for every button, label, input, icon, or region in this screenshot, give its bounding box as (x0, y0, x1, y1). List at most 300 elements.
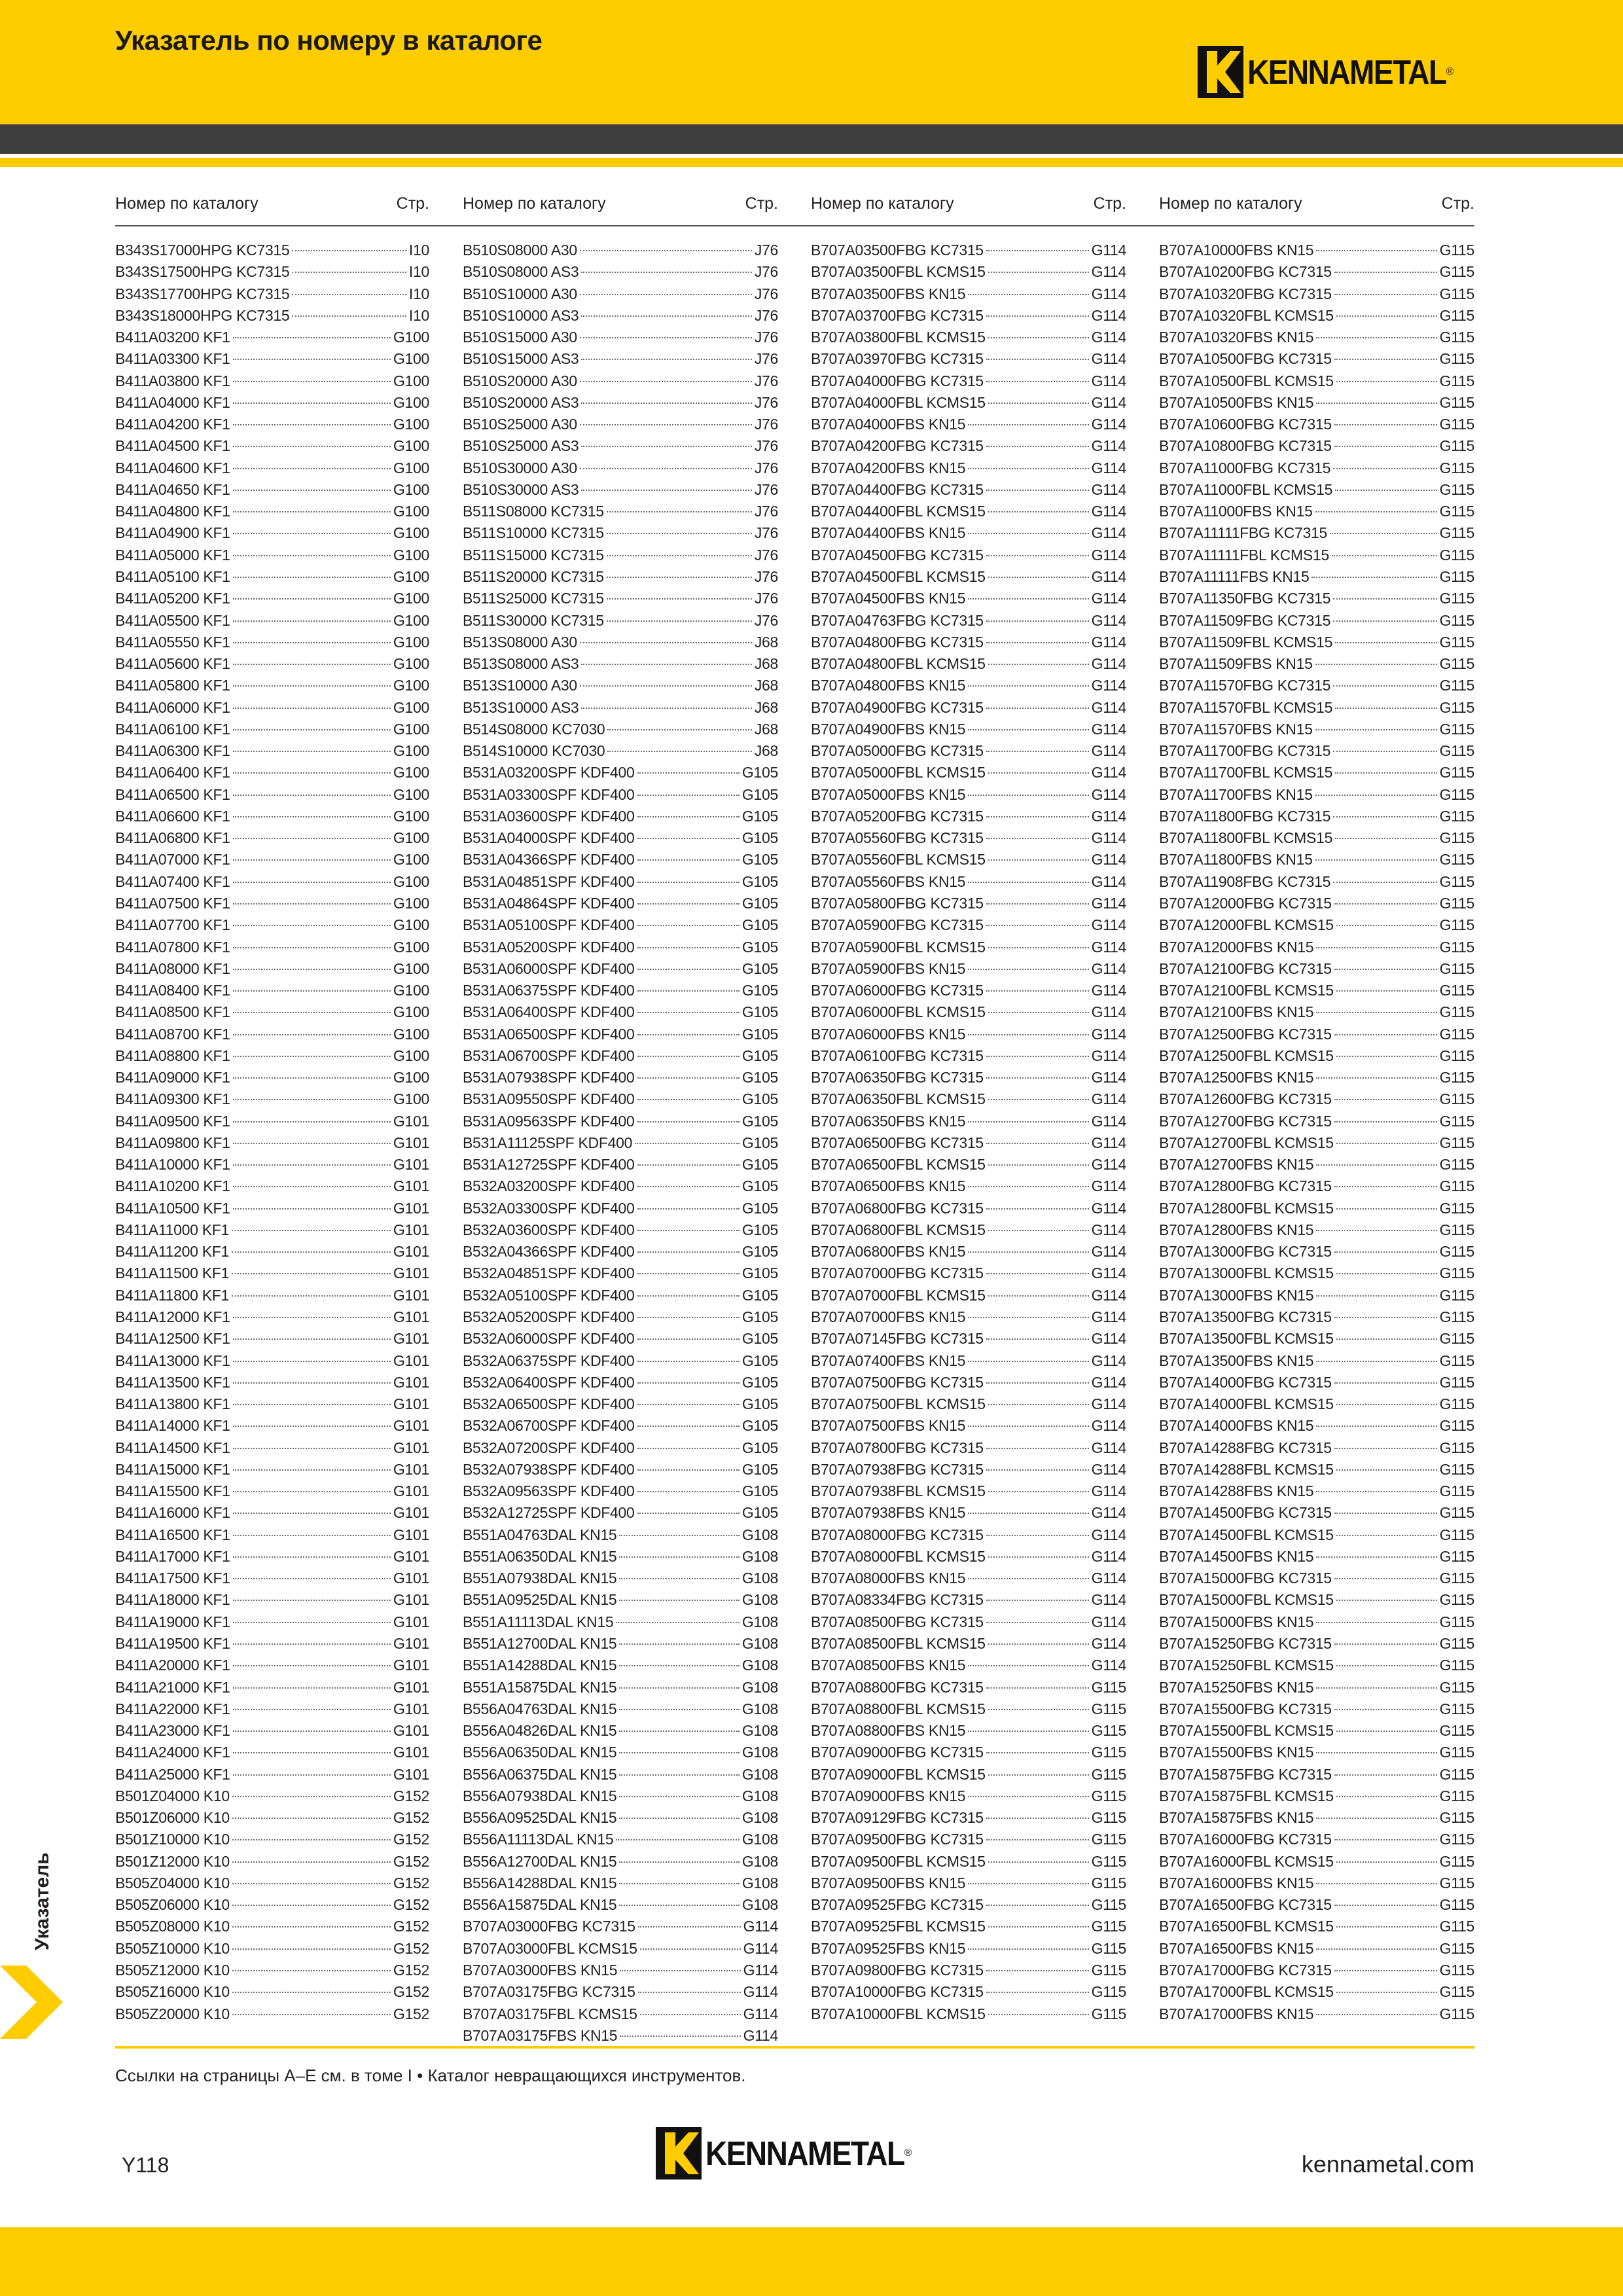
leader-dots (233, 1448, 391, 1449)
leader-dots (233, 555, 391, 556)
index-row (115, 610, 429, 632)
page-ref: G114 (1091, 1373, 1126, 1391)
leader-dots (988, 403, 1089, 404)
catalog-number: B551A06350DAL KN15 (463, 1547, 617, 1565)
index-row (1159, 849, 1474, 870)
index-row (463, 958, 778, 980)
page-ref: G114 (1091, 1504, 1126, 1522)
leader-dots (1334, 1382, 1437, 1384)
page-ref: J76 (754, 437, 778, 455)
catalog-number: B707A04000FBL KCMS15 (811, 393, 986, 411)
leader-dots (1316, 337, 1436, 338)
leader-dots (968, 1426, 1088, 1427)
catalog-number: B707A11000FBS KN15 (1159, 503, 1313, 520)
leader-dots (1316, 1491, 1436, 1492)
leader-dots (988, 577, 1089, 578)
index-row (115, 914, 429, 936)
leader-dots (233, 359, 391, 360)
leader-dots (620, 1970, 740, 1971)
catalog-number: B707A06350FBS KN15 (811, 1112, 966, 1130)
leader-dots (1334, 1186, 1437, 1187)
column-header-4 (1159, 194, 1474, 227)
leader-dots (619, 1535, 739, 1536)
page-ref: G105 (741, 960, 778, 977)
catalog-number: B531A05200SPF KDF400 (463, 938, 635, 956)
index-row (1159, 1589, 1474, 1611)
catalog-number: B411A14000 KF1 (115, 1417, 230, 1435)
catalog-number: B411A05500 KF1 (115, 611, 230, 629)
leader-dots (1334, 1099, 1437, 1100)
catalog-number: B707A06500FBL KCMS15 (811, 1156, 986, 1174)
catalog-number: B411A19500 KF1 (115, 1635, 230, 1652)
page-ref: G114 (1091, 807, 1126, 825)
catalog-number: B707A09525FBL KCMS15 (811, 1918, 986, 1935)
index-row (463, 1677, 778, 1698)
index-row (463, 914, 778, 936)
leader-dots (233, 1578, 391, 1579)
catalog-number: B707A12700FBG KC7315 (1159, 1112, 1332, 1130)
leader-dots (637, 1491, 740, 1492)
page-ref: G114 (1091, 263, 1126, 281)
page-ref: G114 (1091, 720, 1126, 738)
index-row (115, 414, 429, 435)
leader-dots (616, 1839, 740, 1840)
index-row (463, 1393, 778, 1415)
catalog-number: B411A18000 KF1 (115, 1591, 230, 1609)
page-ref: G108 (741, 1657, 778, 1674)
leader-dots (1316, 1687, 1436, 1689)
catalog-number: B411A11500 KF1 (115, 1265, 229, 1282)
leader-dots (637, 1448, 740, 1449)
page-ref: G115 (1439, 1918, 1474, 1935)
catalog-number: B707A11111FBG KC7315 (1159, 524, 1327, 542)
index-row (463, 806, 778, 827)
page-ref: G115 (1439, 1831, 1474, 1848)
page-ref: G115 (1439, 1373, 1474, 1391)
leader-dots (986, 708, 1089, 709)
catalog-number: B707A03700FBG KC7315 (811, 306, 984, 324)
index-row (463, 784, 778, 806)
leader-dots (637, 1121, 740, 1122)
catalog-number: B532A06375SPF KDF400 (463, 1352, 635, 1369)
leader-dots (1316, 1295, 1436, 1297)
page-ref: G114 (1091, 546, 1126, 564)
page-ref: G115 (1439, 1047, 1474, 1064)
page-ref: G115 (1091, 1918, 1126, 1935)
page-ref: G101 (393, 1286, 429, 1304)
catalog-number: B411A07400 KF1 (115, 872, 230, 890)
page-ref: G101 (393, 1112, 429, 1130)
leader-dots (968, 294, 1088, 295)
page-ref: G100 (393, 807, 429, 825)
catalog-number: B707A10200FBG KC7315 (1159, 263, 1332, 281)
leader-dots (233, 381, 391, 382)
catalog-number: B707A07938FBG KC7315 (811, 1460, 984, 1478)
index-row (1159, 1350, 1474, 1372)
catalog-number: B411A04200 KF1 (115, 416, 230, 433)
catalog-number: B707A09000FBG KC7315 (811, 1744, 984, 1761)
index-row (463, 1154, 778, 1175)
catalog-number: B707A17000FBG KC7315 (1159, 1961, 1332, 1979)
leader-dots (233, 990, 391, 992)
page-ref: G114 (1091, 1265, 1126, 1282)
leader-dots (637, 1469, 740, 1471)
page-ref: G114 (1091, 1570, 1126, 1587)
catalog-number: B411A04600 KF1 (115, 459, 230, 476)
page-ref: G105 (741, 1090, 778, 1108)
leader-dots (581, 315, 751, 317)
page-ref: G100 (393, 372, 429, 389)
leader-dots (968, 1317, 1088, 1318)
index-row (1159, 653, 1474, 675)
index-row (811, 1873, 1126, 1894)
page-ref: G115 (1439, 306, 1474, 324)
index-row (811, 1045, 1126, 1067)
leader-dots (233, 1622, 391, 1623)
page-ref: G115 (1439, 1308, 1474, 1326)
catalog-number: B411A09800 KF1 (115, 1134, 230, 1151)
catalog-number: B707A06800FBG KC7315 (811, 1199, 984, 1217)
index-row (115, 370, 429, 392)
leader-dots (233, 925, 391, 926)
page-ref: G105 (741, 894, 778, 912)
leader-dots (637, 1012, 740, 1013)
leader-dots (292, 315, 406, 317)
catalog-number: B556A07938DAL KN15 (463, 1787, 617, 1804)
leader-dots (1316, 1077, 1436, 1079)
page-header: Стр. (1093, 194, 1126, 213)
leader-dots (580, 294, 752, 295)
page-ref: G114 (1091, 590, 1126, 607)
page-ref: G114 (1091, 1112, 1126, 1130)
leader-dots (619, 1883, 739, 1884)
page-ref: G114 (1091, 1069, 1126, 1086)
page-ref: G100 (393, 590, 429, 607)
leader-dots (638, 1926, 741, 1928)
catalog-number: B707A09500FBL KCMS15 (811, 1852, 986, 1870)
catalog-number: B411A03300 KF1 (115, 350, 230, 368)
page-ref: G115 (1439, 1482, 1474, 1500)
page-ref: G152 (393, 1874, 429, 1892)
index-row (811, 1611, 1126, 1633)
page-ref: G114 (743, 2005, 778, 2022)
leader-dots (637, 795, 740, 796)
leader-dots (988, 2014, 1089, 2015)
page-ref: G101 (393, 1613, 429, 1630)
leader-dots (986, 903, 1089, 905)
catalog-number: B707A05000FBL KCMS15 (811, 764, 986, 781)
catalog-number: B411A10000 KF1 (115, 1156, 230, 1174)
leader-dots (637, 1251, 740, 1253)
leader-dots (1334, 1121, 1437, 1122)
code-header: Номер по каталогу (463, 194, 606, 213)
catalog-number: B707A06800FBS KN15 (811, 1243, 966, 1261)
leader-dots (637, 1338, 740, 1340)
footer-band (0, 2227, 1623, 2296)
index-row (115, 1524, 429, 1546)
page-ref: G152 (393, 1896, 429, 1914)
index-row (115, 479, 429, 501)
catalog-number: B707A08500FBG KC7315 (811, 1613, 984, 1630)
leader-dots (232, 1818, 391, 1819)
page-ref: G101 (393, 1308, 429, 1326)
leader-dots (986, 1208, 1089, 1210)
index-row (1159, 1546, 1474, 1568)
leader-dots (233, 1186, 391, 1187)
page-ref: G115 (1091, 1983, 1126, 2001)
catalog-number: B707A14000FBS KN15 (1159, 1417, 1314, 1435)
catalog-number: B707A15250FBL KCMS15 (1159, 1657, 1334, 1674)
catalog-number: B707A07938FBL KCMS15 (811, 1482, 986, 1500)
catalog-number: B707A14000FBG KC7315 (1159, 1373, 1332, 1391)
catalog-number: B531A04851SPF KDF400 (463, 872, 635, 890)
index-row (811, 762, 1126, 783)
index-row (115, 1677, 429, 1698)
page-ref: G115 (1439, 1003, 1474, 1021)
leader-dots (619, 1578, 739, 1579)
catalog-number: B707A08000FBG KC7315 (811, 1526, 984, 1543)
catalog-number: B707A08800FBG KC7315 (811, 1678, 984, 1696)
catalog-number: B511S20000 KC7315 (463, 567, 604, 585)
leader-dots (1336, 925, 1437, 926)
page-ref: G114 (1091, 242, 1126, 259)
catalog-number: B513S10000 AS3 (463, 698, 579, 716)
page-ref: G100 (393, 938, 429, 956)
leader-dots (988, 1491, 1089, 1492)
leader-dots (1311, 577, 1436, 578)
catalog-number: B510S10000 AS3 (463, 306, 579, 324)
catalog-number: B707A07500FBL KCMS15 (811, 1395, 986, 1413)
index-row (463, 1285, 778, 1306)
index-row (115, 871, 429, 893)
leader-dots (1333, 882, 1437, 883)
catalog-number: B707A10500FBS KN15 (1159, 393, 1314, 411)
page-ref: G115 (1439, 611, 1474, 629)
page-ref: G101 (393, 1570, 429, 1587)
page-ref: G100 (393, 764, 429, 781)
leader-dots (1334, 1643, 1437, 1645)
leader-dots (619, 1752, 739, 1753)
catalog-number: B411A05600 KF1 (115, 655, 230, 673)
index-row (463, 1873, 778, 1894)
page-ref: G101 (393, 1439, 429, 1456)
page-ref: G114 (1091, 851, 1126, 869)
index-row (115, 261, 429, 283)
catalog-number: B707A13000FBS KN15 (1159, 1286, 1314, 1304)
catalog-number: B707A12000FBS KN15 (1159, 938, 1314, 956)
leader-dots (1336, 1731, 1437, 1732)
leader-dots (233, 577, 391, 578)
page-ref: G101 (393, 1657, 429, 1674)
leader-dots (637, 1077, 740, 1079)
index-row (811, 1263, 1126, 1284)
catalog-number: B707A04800FBL KCMS15 (811, 655, 986, 673)
leader-dots (233, 490, 391, 491)
page-ref: G105 (741, 1003, 778, 1021)
leader-dots (233, 620, 391, 622)
index-row (463, 849, 778, 870)
catalog-number: B707A09800FBG KC7315 (811, 1961, 984, 1979)
index-row (463, 653, 778, 675)
catalog-number: B707A07800FBG KC7315 (811, 1439, 984, 1456)
index-row (115, 1024, 429, 1045)
index-row (811, 914, 1126, 936)
catalog-number: B707A11800FBG KC7315 (1159, 807, 1331, 825)
index-row (811, 479, 1126, 501)
catalog-number: B707A10000FBL KCMS15 (811, 2005, 986, 2022)
catalog-number: B707A09525FBG KC7315 (811, 1896, 984, 1914)
index-row (115, 283, 429, 305)
index-row (811, 1088, 1126, 1110)
index-row (115, 697, 429, 719)
catalog-number: B707A14500FBS KN15 (1159, 1547, 1314, 1565)
catalog-number: B411A05800 KF1 (115, 677, 230, 694)
leader-dots (1316, 1426, 1436, 1427)
catalog-number: B556A12700DAL KN15 (463, 1852, 617, 1870)
page-ref: G105 (741, 1177, 778, 1195)
index-row (115, 1175, 429, 1197)
page-ref: G115 (1439, 416, 1474, 433)
leader-dots (986, 1273, 1089, 1274)
index-row (1159, 370, 1474, 392)
index-row (115, 1393, 429, 1415)
leader-dots (292, 294, 406, 295)
page-ref: G105 (741, 1221, 778, 1238)
catalog-number: B556A06375DAL KN15 (463, 1765, 617, 1783)
page-ref: G105 (741, 1112, 778, 1130)
index-row (1159, 1328, 1474, 1350)
leader-dots (637, 903, 740, 905)
page-ref: G114 (1091, 633, 1126, 651)
index-row (115, 1785, 429, 1807)
page-ref: G114 (1091, 1460, 1126, 1478)
page-ref: G105 (741, 1482, 778, 1500)
index-row (115, 893, 429, 914)
index-row (811, 1415, 1126, 1437)
index-row (1159, 1219, 1474, 1241)
leader-dots (607, 511, 752, 512)
index-row (1159, 501, 1474, 522)
catalog-number: B707A15500FBS KN15 (1159, 1744, 1314, 1761)
leader-dots (1334, 969, 1437, 970)
index-row (115, 1350, 429, 1372)
catalog-number: B707A15875FBS KN15 (1159, 1809, 1314, 1827)
catalog-number: B707A09000FBS KN15 (811, 1787, 966, 1804)
leader-dots (1316, 1012, 1436, 1013)
index-row (115, 566, 429, 588)
leader-dots (968, 468, 1088, 469)
page-ref: G101 (393, 1635, 429, 1652)
index-row (811, 1067, 1126, 1088)
page-ref: G105 (741, 851, 778, 869)
leader-dots (637, 1273, 740, 1274)
page-ref: G114 (1091, 1003, 1126, 1021)
catalog-number: B707A06350FBG KC7315 (811, 1069, 984, 1086)
catalog-number: B411A21000 KF1 (115, 1678, 230, 1696)
index-row (811, 871, 1126, 893)
index-row (1159, 1611, 1474, 1633)
catalog-number: B532A07200SPF KDF400 (463, 1439, 635, 1456)
catalog-number: B707A07000FBL KCMS15 (811, 1286, 986, 1304)
catalog-number: B707A06500FBG KC7315 (811, 1134, 984, 1151)
leader-dots (637, 1317, 740, 1318)
leader-dots (988, 1099, 1089, 1100)
catalog-number: B532A06000SPF KDF400 (463, 1330, 635, 1348)
leader-dots (1334, 1905, 1437, 1906)
index-row (115, 1067, 429, 1088)
catalog-number: B411A20000 KF1 (115, 1657, 230, 1674)
page-ref: J76 (754, 393, 778, 411)
leader-dots (640, 2014, 741, 2015)
index-row (1159, 1568, 1474, 1589)
leader-dots (607, 729, 751, 730)
catalog-number: B411A07000 KF1 (115, 851, 230, 869)
index-row (115, 1720, 429, 1742)
page-ref: G115 (1439, 567, 1474, 585)
page-ref: G115 (1091, 1939, 1126, 1957)
leader-dots (233, 1709, 391, 1710)
index-row (811, 327, 1126, 348)
index-row (463, 435, 778, 457)
catalog-number: B411A04000 KF1 (115, 393, 230, 411)
index-row (1159, 958, 1474, 980)
catalog-number: B411A03800 KF1 (115, 372, 230, 389)
leader-dots (233, 708, 391, 709)
page-ref: G152 (393, 2005, 429, 2022)
index-row (1159, 1807, 1474, 1829)
index-row (463, 1633, 778, 1655)
leader-dots (988, 664, 1089, 665)
catalog-number: B707A05900FBS KN15 (811, 960, 966, 977)
index-row (115, 806, 429, 827)
page-ref: G114 (1091, 1417, 1126, 1435)
index-row (811, 719, 1126, 740)
catalog-number: B707A16000FBS KN15 (1159, 1874, 1314, 1892)
leader-dots (1334, 1709, 1437, 1710)
page-ref: G114 (1091, 393, 1126, 411)
leader-dots (986, 1970, 1089, 1971)
leader-dots (233, 1099, 391, 1100)
leader-dots (988, 1556, 1089, 1558)
page-ref: G115 (1439, 1874, 1474, 1892)
leader-dots (233, 969, 391, 970)
page-ref: G115 (1439, 720, 1474, 738)
index-row (811, 1981, 1126, 2003)
index-row (463, 762, 778, 783)
catalog-number: B707A10600FBG KC7315 (1159, 416, 1332, 433)
page-ref: G115 (1091, 1787, 1126, 1804)
leader-dots (1334, 1578, 1437, 1579)
page-ref: G114 (743, 1918, 778, 1935)
page-ref: G100 (393, 329, 429, 346)
index-row (811, 414, 1126, 435)
leader-dots (233, 1361, 391, 1362)
brand-name: KENNAMETAL (705, 2134, 904, 2173)
leader-dots (1334, 1448, 1437, 1449)
leader-dots (233, 642, 391, 643)
index-row (1159, 392, 1474, 414)
index-row (811, 849, 1126, 870)
catalog-number: B411A06100 KF1 (115, 720, 230, 738)
leader-dots (968, 729, 1088, 730)
catalog-number: B707A12600FBG KC7315 (1159, 1090, 1332, 1108)
website-link[interactable]: kennametal.com (1301, 2151, 1474, 2178)
page-ref: G115 (1439, 764, 1474, 781)
page-ref: G108 (741, 1722, 778, 1740)
index-row (1159, 327, 1474, 348)
page-ref: G114 (1091, 764, 1126, 781)
page-ref: G115 (1439, 1700, 1474, 1717)
